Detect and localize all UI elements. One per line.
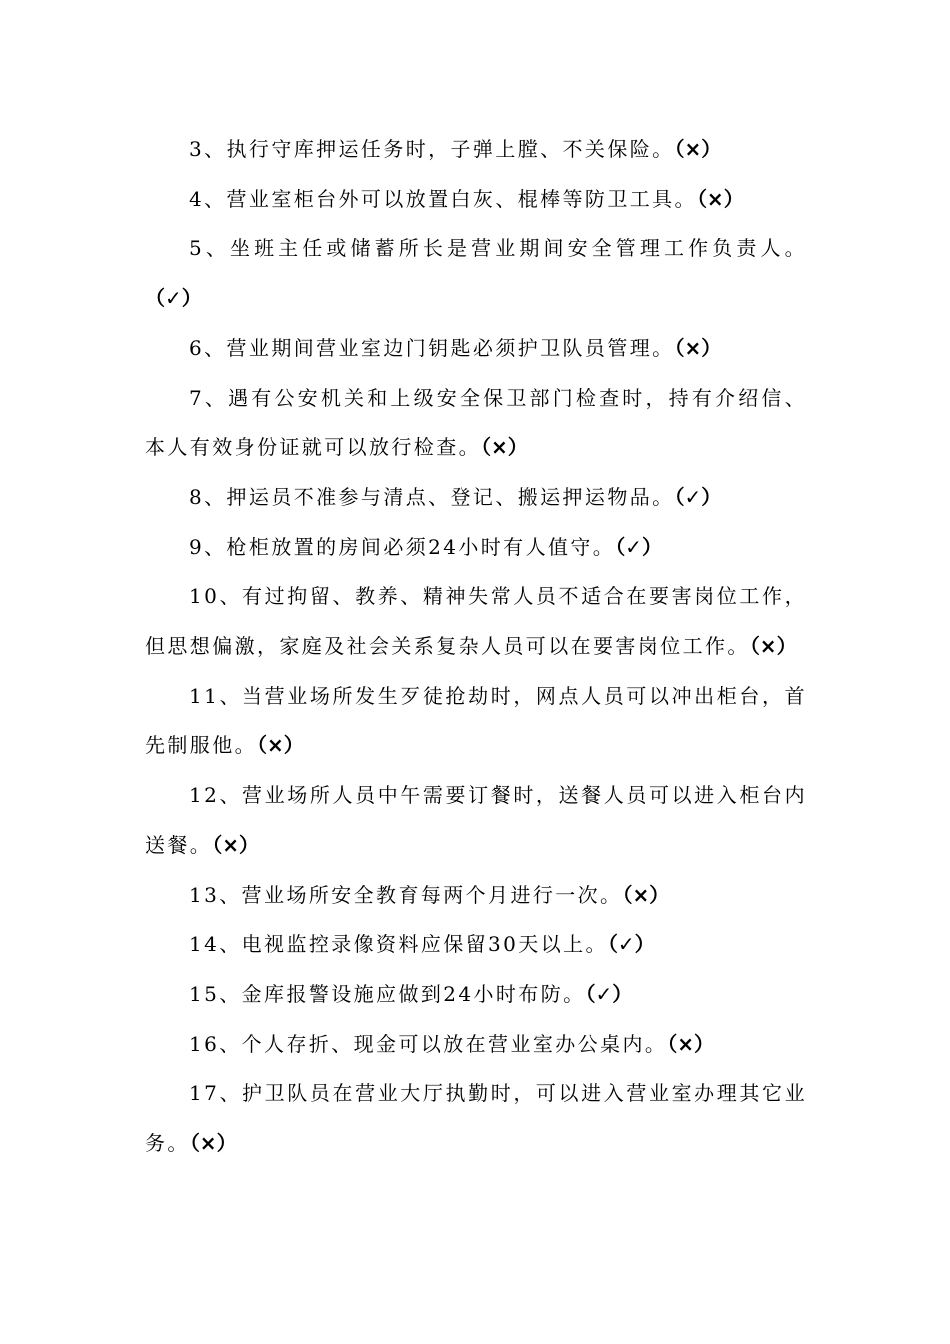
- question-text: 16、个人存折、现金可以放在营业室办公桌内。: [189, 1031, 668, 1056]
- question-text: 12、营业场所人员中午需要订餐时，送餐人员可以进入柜台内送餐。: [145, 783, 807, 857]
- answer-mark: （✓）: [585, 981, 633, 1006]
- question-item: [145, 672, 807, 771]
- question-text: 14、电视监控录像资料应保留30天以上。: [189, 932, 608, 957]
- answer-mark: （×）: [189, 1131, 237, 1156]
- question-item: [145, 224, 807, 323]
- answer-mark: （×）: [696, 186, 744, 211]
- answer-mark: （×）: [749, 634, 797, 659]
- question-text: 8、押运员不准参与清点、登记、搬运押运物品。: [189, 484, 675, 509]
- question-item: [145, 970, 807, 1020]
- answer-mark: （×）: [674, 335, 722, 360]
- answer-mark: （✓）: [615, 534, 662, 559]
- answer-mark: （✓）: [607, 932, 655, 957]
- question-text: 7、遇有公安机关和上级安全保卫部门检查时，持有介绍信、本人有效身份证就可以放行检查。: [145, 385, 807, 460]
- question-item: [145, 125, 807, 175]
- answer-mark: （×）: [622, 882, 670, 907]
- question-text: 6、营业期间营业室边门钥匙必须护卫队员管理。: [189, 335, 675, 360]
- question-item: [145, 572, 807, 671]
- question-text: 11、当营业场所发生歹徒抢劫时，网点人员可以冲出柜台，首先制服他。: [145, 683, 807, 758]
- question-item: [145, 920, 807, 970]
- question-item: [145, 374, 807, 473]
- question-item: [145, 523, 807, 573]
- question-text: 3、执行守库押运任务时，子弹上膛、不关保险。: [189, 137, 675, 161]
- answer-mark: （×）: [212, 832, 259, 857]
- question-item: [145, 473, 807, 523]
- question-item: [145, 175, 807, 225]
- question-item: [145, 324, 807, 374]
- question-text: 17、护卫队员在营业大厅执勤时，可以进入营业室办理其它业务。: [145, 1081, 807, 1156]
- question-text: 4、营业室柜台外可以放置白灰、棍棒等防卫工具。: [189, 186, 697, 211]
- answer-mark: （×）: [674, 137, 722, 161]
- question-item: [145, 871, 807, 921]
- answer-mark: （×）: [667, 1031, 715, 1056]
- answer-mark: （✓）: [674, 484, 722, 509]
- answer-mark: （×）: [257, 733, 304, 758]
- question-text: 5、坐班主任或储蓄所长是营业期间安全管理工作负责人。: [189, 236, 807, 261]
- question-list: [145, 125, 807, 1169]
- question-text: 15、金库报警设施应做到24小时布防。: [189, 981, 586, 1006]
- question-text: 13、营业场所安全教育每两个月进行一次。: [189, 882, 623, 907]
- answer-mark: （×）: [481, 435, 528, 460]
- question-text: 9、枪柜放置的房间必须24小时有人值守。: [189, 534, 616, 559]
- question-item: [145, 771, 807, 870]
- question-item: [145, 1069, 807, 1168]
- answer-mark: （✓）: [145, 286, 202, 311]
- question-item: [145, 1020, 807, 1070]
- question-text: 10、有过拘留、教养、精神失常人员不适合在要害岗位工作，但思想偏激，家庭及社会关系复杂人员可以在要害岗位工作。: [145, 584, 807, 659]
